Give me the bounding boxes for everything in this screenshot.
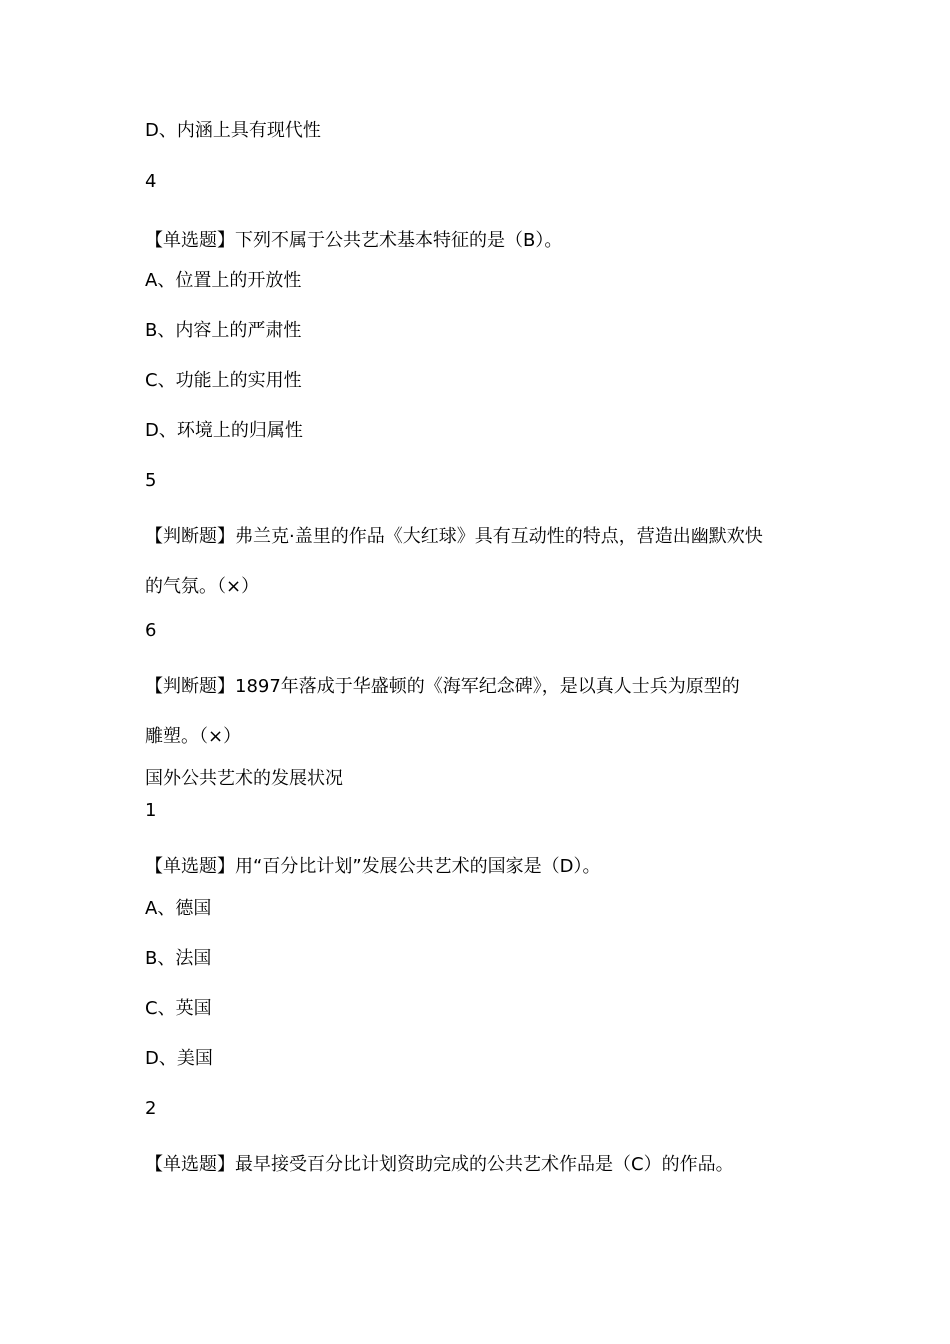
question-text: 【单选题】下列不属于公共艺术基本特征的是（B）。	[145, 230, 563, 251]
option-b-line: B、法国	[145, 948, 212, 969]
option-b-line: B、内容上的严肃性	[145, 320, 302, 341]
option-c-line: C、英国	[145, 998, 212, 1019]
question-number: 4	[145, 171, 157, 192]
option-c-line: C、功能上的实用性	[145, 370, 302, 391]
question-text: 【判断题】弗兰克·盖里的作品《大红球》具有互动性的特点，营造出幽默欢快	[145, 526, 763, 547]
question-text: 【判断题】1897年落成于华盛顿的《海军纪念碑》，是以真人士兵为原型的	[145, 676, 740, 697]
option-a-line: A、位置上的开放性	[145, 270, 302, 291]
question-text: 【单选题】用“百分比计划”发展公共艺术的国家是（D）。	[145, 856, 601, 877]
question-number: 5	[145, 470, 157, 491]
question-number: 6	[145, 620, 157, 641]
question-text: 【单选题】最早接受百分比计划资助完成的公共艺术作品是（C）的作品。	[145, 1154, 734, 1175]
question-number: 1	[145, 800, 157, 821]
option-d-line: D、内涵上具有现代性	[145, 120, 321, 141]
option-d-line: D、环境上的归属性	[145, 420, 303, 441]
option-d-line: D、美国	[145, 1048, 213, 1069]
option-a-line: A、德国	[145, 898, 212, 919]
section-heading: 国外公共艺术的发展状况	[145, 768, 343, 789]
question-text-continued: 雕塑。（×）	[145, 726, 242, 747]
question-number: 2	[145, 1098, 157, 1119]
question-text-continued: 的气氛。（×）	[145, 576, 260, 597]
